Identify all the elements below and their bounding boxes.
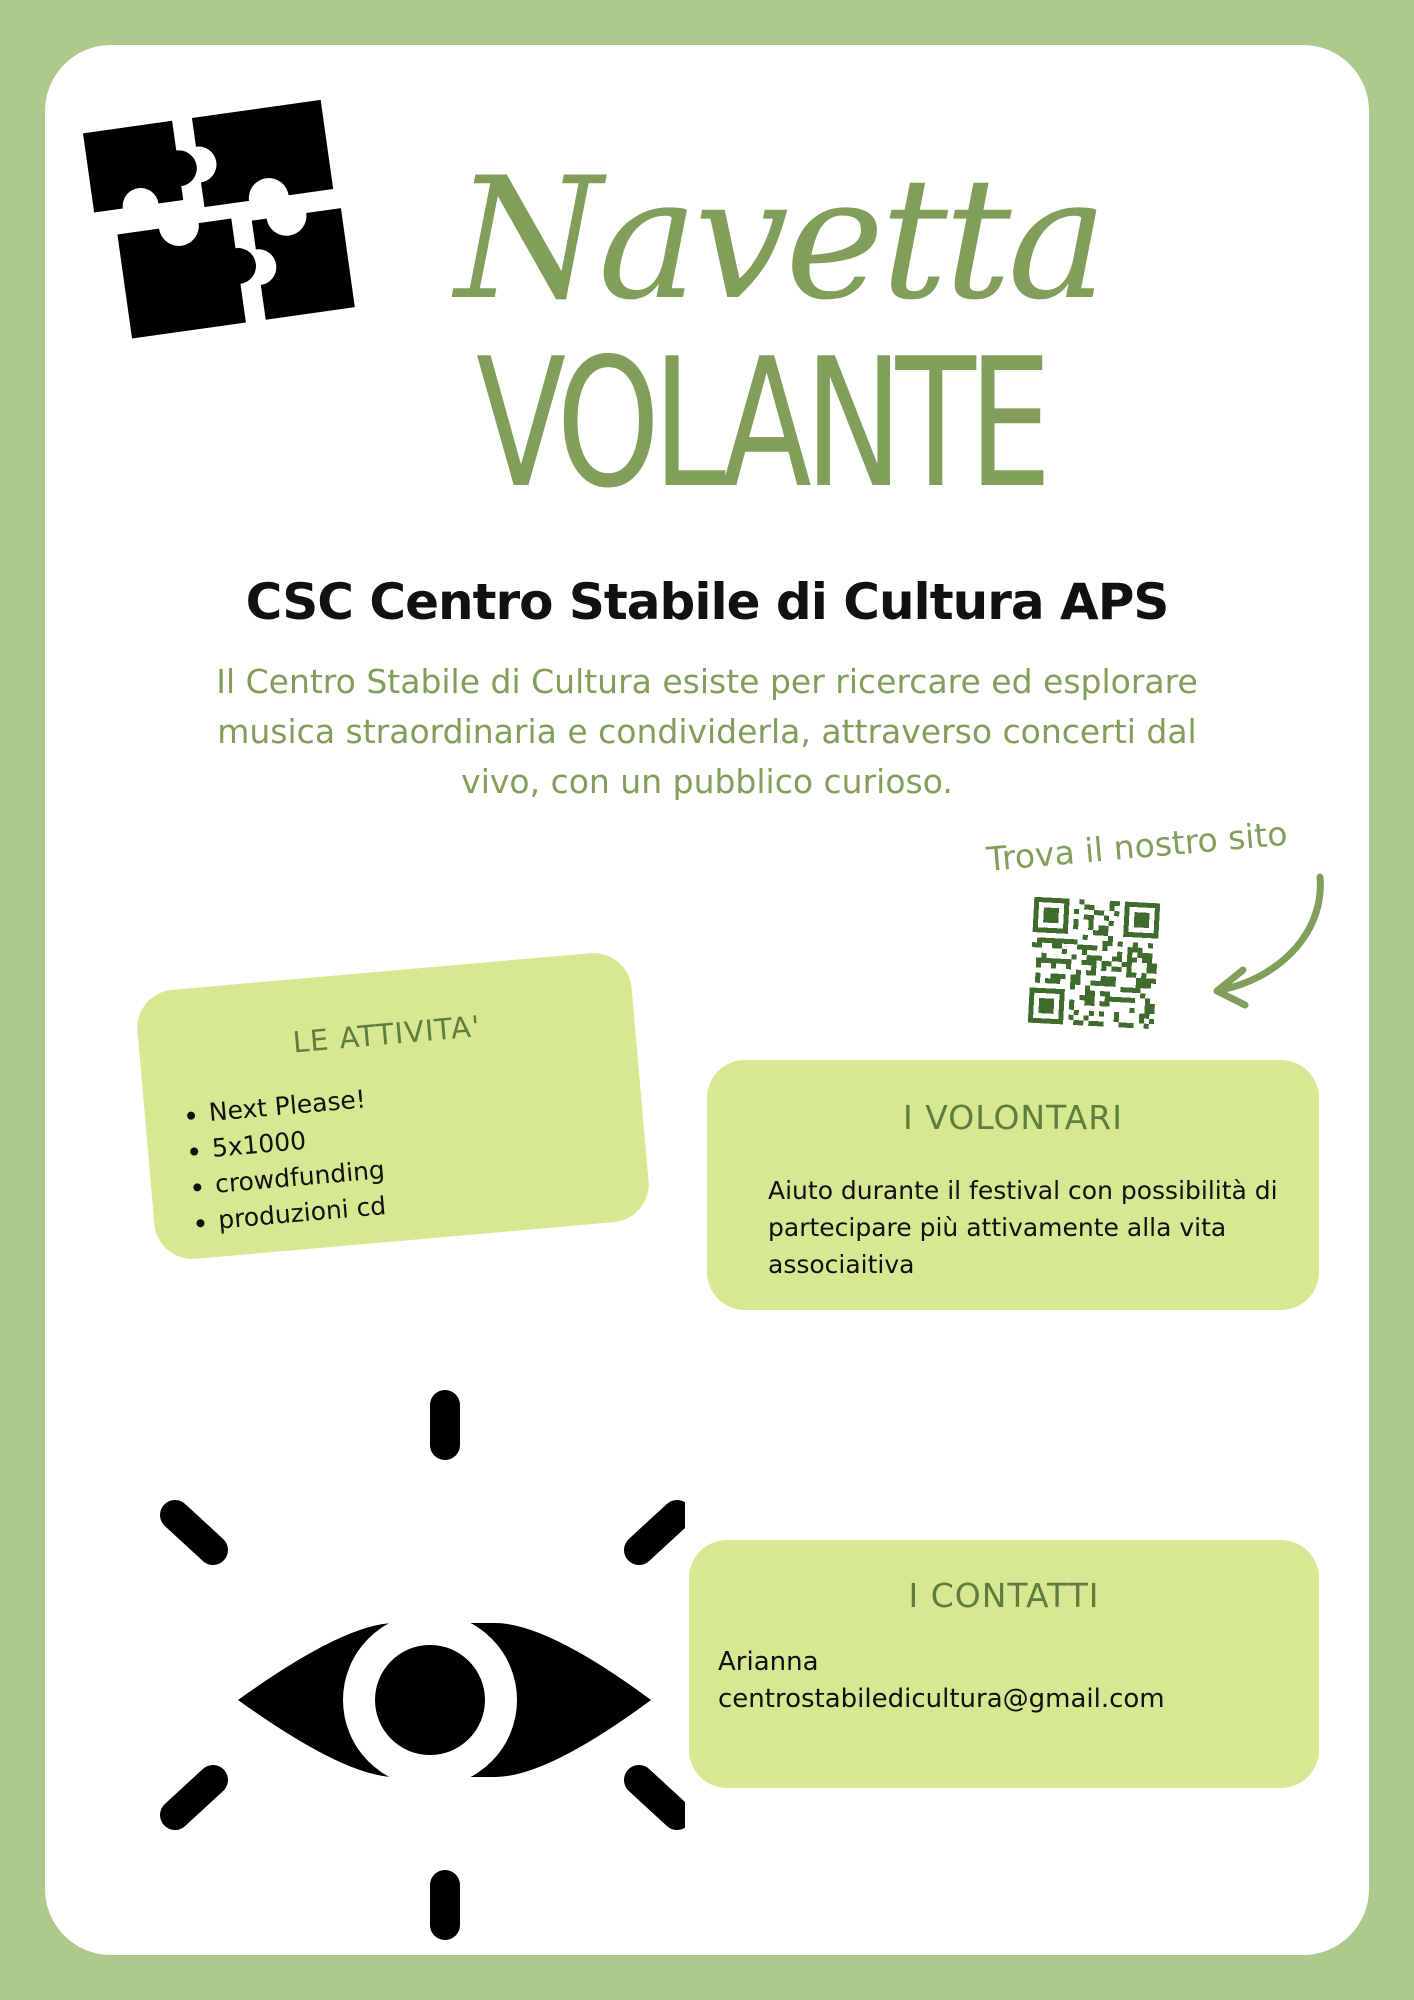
contact-name: Arianna [718,1647,819,1677]
list-item: • 5x1000 [210,1116,383,1167]
volunteers-box [707,1060,1319,1310]
volunteers-text: Aiuto durante il festival con possibilità di partecipare più attivamente alla vita associaitiva [768,1176,1278,1279]
contacts-heading: I CONTATTI [908,1576,1100,1615]
title-volante: VOLANTE [476,320,1045,527]
activities-list [166,1080,390,1242]
qr-code-icon[interactable] [1028,897,1160,1029]
activities-box [134,950,652,1262]
list-item: • Next Please! [207,1080,380,1131]
volunteers-heading: I VOLONTARI [903,1098,1123,1137]
organization-name: CSC Centro Stabile di Cultura APS [245,573,1169,631]
title-navetta: Navetta [455,141,1104,337]
activities-heading: LE ATTIVITA' [291,1009,483,1060]
description-text: Il Centro Stabile di Cultura esiste per ricercare ed esplorare musica straordinaria e condividerla, attraverso concerti dal vivo, con un pubblico curioso. [216,662,1198,801]
list-item: • crowdfunding [214,1152,387,1203]
list-item: • produzioni cd [217,1188,390,1239]
contact-email[interactable]: centrostabiledicultura@gmail.com [718,1684,1165,1714]
website-label: Trova il nostro sito [985,813,1289,879]
curved-arrow-icon [1165,865,1345,1035]
eye-icon [95,1365,685,1955]
contacts-box [689,1540,1319,1788]
poster-card [45,45,1369,1955]
puzzle-icon [65,75,375,345]
